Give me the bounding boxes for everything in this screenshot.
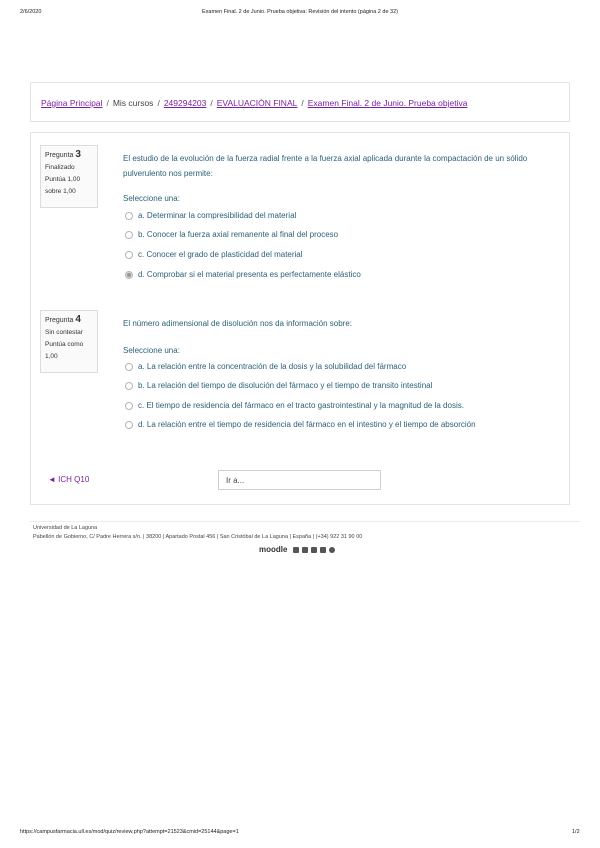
breadcrumb-home-link[interactable]: Página Principal — [41, 98, 103, 108]
youtube-icon[interactable] — [311, 547, 317, 553]
breadcrumb-section-link[interactable]: EVALUACIÓN FINAL — [216, 98, 298, 108]
question-info-4 — [40, 310, 98, 373]
answer-option[interactable]: c. El tiempo de residencia del fármaco en el tracto gastrointestinal y la magnitud de la dosis. — [125, 401, 464, 410]
radio-button[interactable] — [125, 212, 133, 220]
breadcrumb-separator: / — [157, 98, 160, 108]
breadcrumb-separator: / — [106, 98, 109, 108]
question-grade: Puntúa como — [45, 341, 84, 348]
moodle-logo[interactable]: moodle — [259, 545, 288, 554]
breadcrumb — [41, 98, 467, 108]
answer-option[interactable]: a. La relación entre la concentración de la dosis y la solubilidad del fármaco — [125, 362, 406, 371]
radio-button[interactable] — [125, 402, 133, 410]
breadcrumb-course-link[interactable]: 249294203 — [163, 98, 207, 108]
facebook-icon[interactable] — [293, 547, 299, 553]
answer-option[interactable]: a. Determinar la compresibilidad del material — [125, 211, 296, 220]
radio-button-checked[interactable] — [125, 271, 133, 279]
answer-option[interactable]: b. La relación del tiempo de disolución del fármaco y el tiempo de transito intestinal — [125, 381, 432, 390]
question-text: El número adimensional de disolución nos da información sobre: — [123, 319, 353, 328]
breadcrumb-separator: / — [301, 98, 304, 108]
radio-button[interactable] — [125, 231, 133, 239]
answer-prompt: Seleccione una: — [123, 194, 180, 203]
print-title: Examen Final. 2 de Junio. Prueba objetiva: Revisión del intento (página 2 de 32) — [202, 9, 398, 15]
footer-divider — [30, 521, 580, 522]
question-state: Sin contestar — [45, 329, 83, 336]
question-number: Pregunta 3 — [45, 149, 81, 160]
question-number: Pregunta 4 — [45, 314, 81, 325]
linkedin-icon[interactable] — [320, 547, 326, 553]
breadcrumb-quiz-link[interactable]: Examen Final. 2 de Junio. Prueba objetiva — [307, 98, 468, 108]
question-grade: Puntúa 1,00 — [45, 176, 81, 183]
footer-address: Pabellón de Gobierno, C/ Padre Herrera s/n. | 38200 | Apartado Postal 456 | San Cristóbal de La Laguna | España | (+34) 922 31 90 00 — [33, 534, 363, 540]
breadcrumb-my-courses: Mis cursos — [112, 98, 154, 108]
radio-button[interactable] — [125, 251, 133, 259]
jump-to-select[interactable]: Ir a... — [218, 470, 381, 490]
print-page-number: 1/2 — [572, 829, 580, 835]
previous-activity-link[interactable]: ◄ ICH Q10 — [48, 475, 90, 484]
twitter-icon[interactable] — [302, 547, 308, 553]
globe-icon[interactable] — [329, 547, 335, 553]
question-text: El estudio de la evolución de la fuerza radial frente a la fuerza axial aplicada durante la compactación de un sólido pulverulento nos permite: — [123, 154, 528, 178]
question-grade: 1,00 — [45, 353, 58, 360]
print-date: 2/6/2020 — [20, 9, 42, 15]
answer-option-selected[interactable]: d. Comprobar si el material presenta es perfectamente elástico — [125, 270, 361, 279]
answer-prompt: Seleccione una: — [123, 346, 180, 355]
breadcrumb-container — [30, 82, 570, 122]
radio-button[interactable] — [125, 382, 133, 390]
question-grade: sobre 1,00 — [45, 188, 76, 195]
question-info-3 — [40, 145, 98, 208]
radio-button[interactable] — [125, 421, 133, 429]
print-url: https://campusfarmacia.ull.es/mod/quiz/review.php?attempt=21523&cmid=25144&page=1 — [20, 829, 239, 835]
footer-icons — [259, 545, 338, 554]
question-state: Finalizado — [45, 164, 75, 171]
answer-option[interactable]: b. Conocer la fuerza axial remanente al final del proceso — [125, 230, 338, 239]
answer-option[interactable]: d. La relación entre el tiempo de residencia del fármaco en el intestino y el tiempo de absorción — [125, 420, 476, 429]
breadcrumb-separator: / — [210, 98, 213, 108]
answer-option[interactable]: c. Conocer el grado de plasticidad del material — [125, 250, 303, 259]
radio-button[interactable] — [125, 363, 133, 371]
footer-institution: Universidad de La Laguna — [33, 525, 98, 531]
